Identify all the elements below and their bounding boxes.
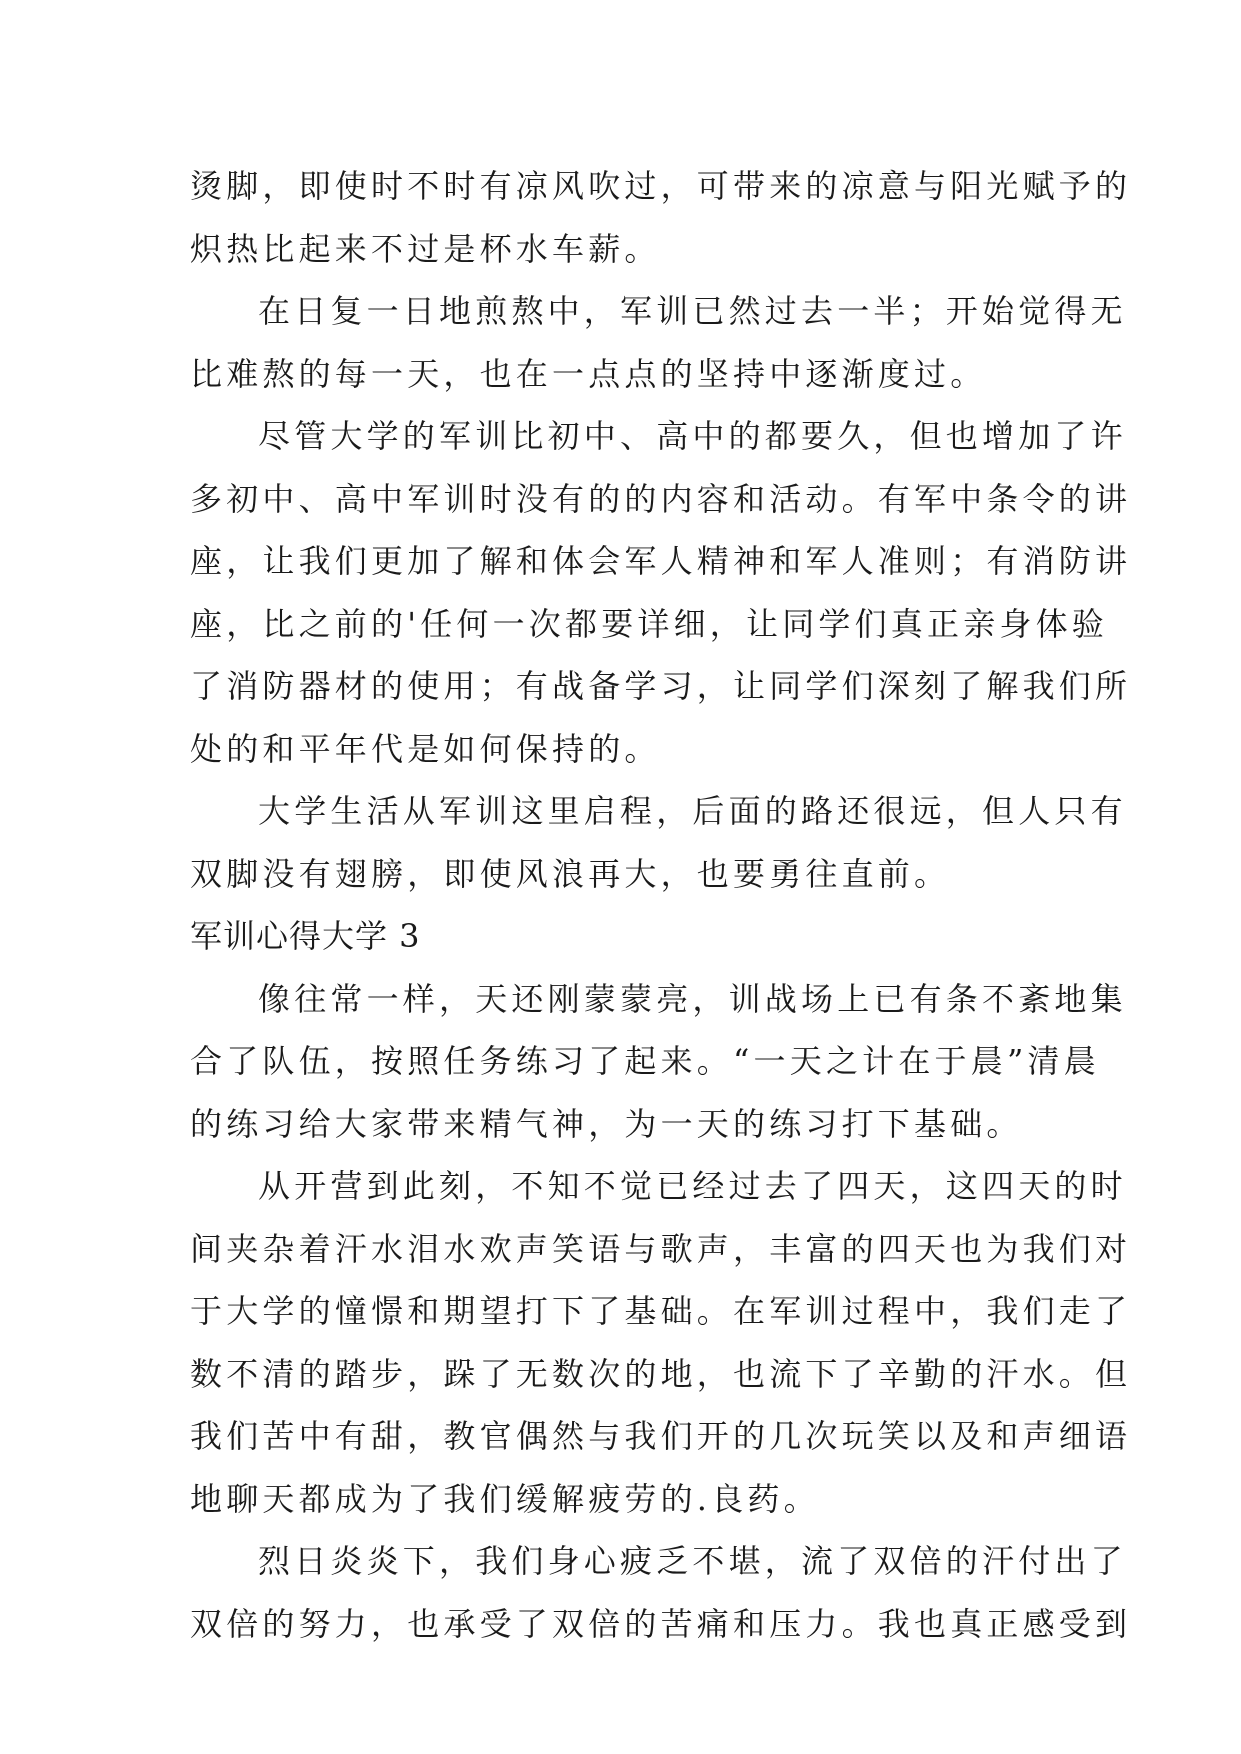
text-line: 座，让我们更加了解和体会军人精神和军人准则；有消防讲	[190, 542, 1132, 580]
text-line: 多初中、高中军训时没有的的内容和活动。有军中条令的讲	[190, 479, 1132, 518]
text-line: 数不清的踏步，跺了无数次的地，也流下了辛勤的汗水。但	[190, 1354, 1132, 1393]
text-line: 座，比之前的'任何一次都要详细，让同学们真正亲身体验	[190, 604, 1108, 643]
paragraph-start-line: 在日复一日地煎熬中，军训已然过去一半；开始觉得无	[258, 292, 1127, 330]
text-line: 我们苦中有甜，教官偶然与我们开的几次玩笑以及和声细语	[190, 1417, 1132, 1455]
text-line: 地聊天都成为了我们缓解疲劳的.良药。	[190, 1479, 820, 1518]
text-line: 间夹杂着汗水泪水欢声笑语与歌声，丰富的四天也为我们对	[190, 1229, 1132, 1268]
document-body	[190, 155, 1132, 1655]
paragraph-start-line: 烈日炎炎下，我们身心疲乏不堪，流了双倍的汗付出了	[258, 1542, 1127, 1580]
text-line: 合了队伍，按照任务练习了起来。“一天之计在于晨”清晨	[190, 1042, 1100, 1080]
text-line: 炽热比起来不过是杯水车薪。	[190, 229, 661, 268]
text-line: 双倍的努力，也承受了双倍的苦痛和压力。我也真正感受到	[190, 1604, 1132, 1643]
text-line: 于大学的憧憬和期望打下了基础。在军训过程中，我们走了	[190, 1292, 1132, 1330]
paragraph-start-line: 从开营到此刻，不知不觉已经过去了四天，这四天的时	[258, 1167, 1127, 1205]
text-line: 烫脚，即使时不时有凉风吹过，可带来的凉意与阳光赋予的	[190, 167, 1132, 205]
text-line: 了消防器材的使用；有战备学习，让同学们深刻了解我们所	[190, 667, 1132, 705]
text-line: 处的和平年代是如何保持的。	[190, 729, 661, 768]
paragraph-start-line: 像往常一样，天还刚蒙蒙亮，训战场上已有条不紊地集	[258, 979, 1127, 1018]
text-line: 比难熬的每一天，也在一点点的坚持中逐渐度过。	[190, 354, 987, 393]
text-line: 双脚没有翅膀，即使风浪再大，也要勇往直前。	[190, 854, 951, 893]
paragraph-start-line: 大学生活从军训这里启程，后面的路还很远，但人只有	[258, 792, 1127, 830]
section-heading: 军训心得大学 3	[190, 917, 421, 955]
paragraph-start-line: 尽管大学的军训比初中、高中的都要久，但也增加了许	[258, 417, 1127, 455]
text-line: 的练习给大家带来精气神，为一天的练习打下基础。	[190, 1104, 1023, 1143]
